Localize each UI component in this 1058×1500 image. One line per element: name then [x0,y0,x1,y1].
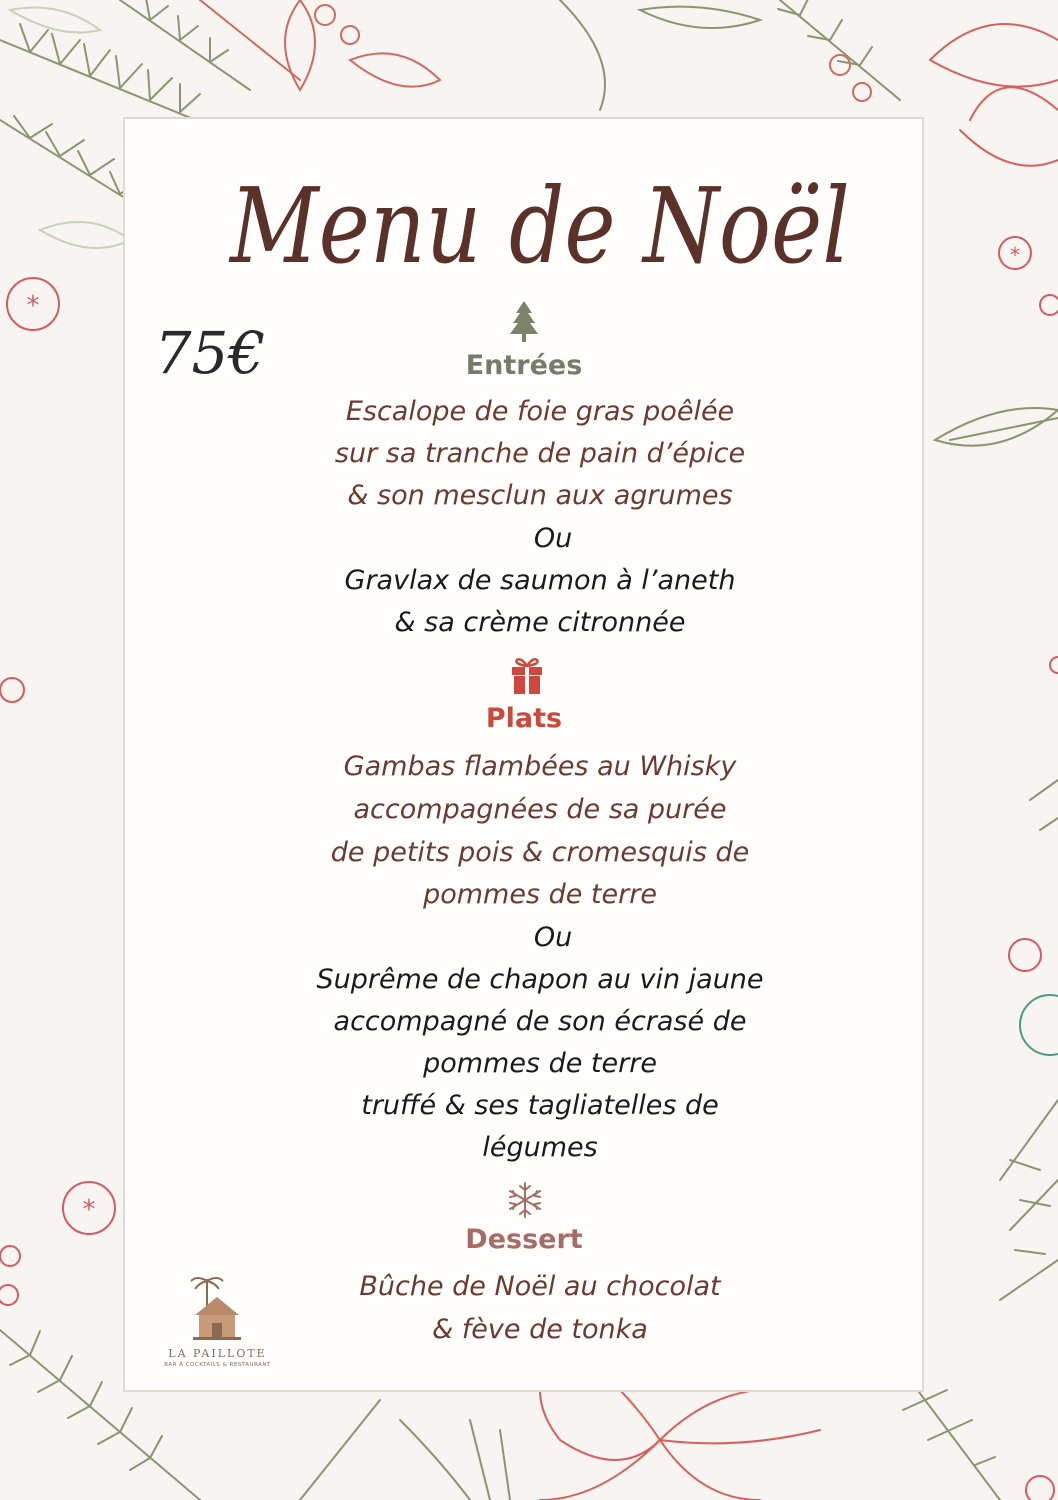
section-heading-plats: Plats [485,703,563,734]
menu-line-or: Ou [533,922,573,953]
menu-line: Gravlax de saumon à l’aneth [344,565,736,596]
menu-title [0,130,1058,305]
menu-line: pommes de terre [423,879,657,910]
section-heading-dessert: Dessert [465,1224,583,1255]
snowflake-icon [508,1182,542,1218]
svg-text:*: * [82,1195,96,1225]
menu-line: truffé & ses tagliatelles de [361,1090,719,1121]
svg-text:*: * [26,291,40,321]
logo-name: LA PAILLOTE [168,1347,267,1360]
section-heading-entrees: Entrées [465,350,583,381]
logo-tagline: BAR À COCKTAILS & RESTAURANT [164,1362,271,1368]
gift-icon [511,657,543,695]
menu-line: Gambas flambées au Whisky [343,751,737,782]
menu-line: Suprême de chapon au vin jaune [316,964,764,995]
price-text: 75€ [154,319,266,387]
menu-line: Bûche de Noël au chocolat [359,1271,721,1302]
tree-icon [510,301,538,343]
menu-line: & sa crème citronnée [394,607,686,638]
menu-line: & fève de tonka [432,1314,648,1345]
menu-price [150,305,270,395]
restaurant-logo [145,1275,290,1375]
menu-line: légumes [482,1132,598,1163]
menu-title-text: Menu de Noël [228,165,850,287]
menu-line: Escalope de foie gras poêlée [345,396,735,427]
menu-line: & son mesclun aux agrumes [347,480,733,511]
hut-icon [187,1275,247,1343]
menu-line-or: Ou [533,523,573,554]
menu-line: accompagné de son écrasé de [333,1006,747,1037]
menu-line: accompagnées de sa purée [353,794,727,825]
menu-line: sur sa tranche de pain d’épice [334,438,746,469]
menu-line: de petits pois & cromesquis de [330,837,750,868]
menu-line: pommes de terre [423,1048,657,1079]
svg-text:*: * [1010,243,1020,267]
